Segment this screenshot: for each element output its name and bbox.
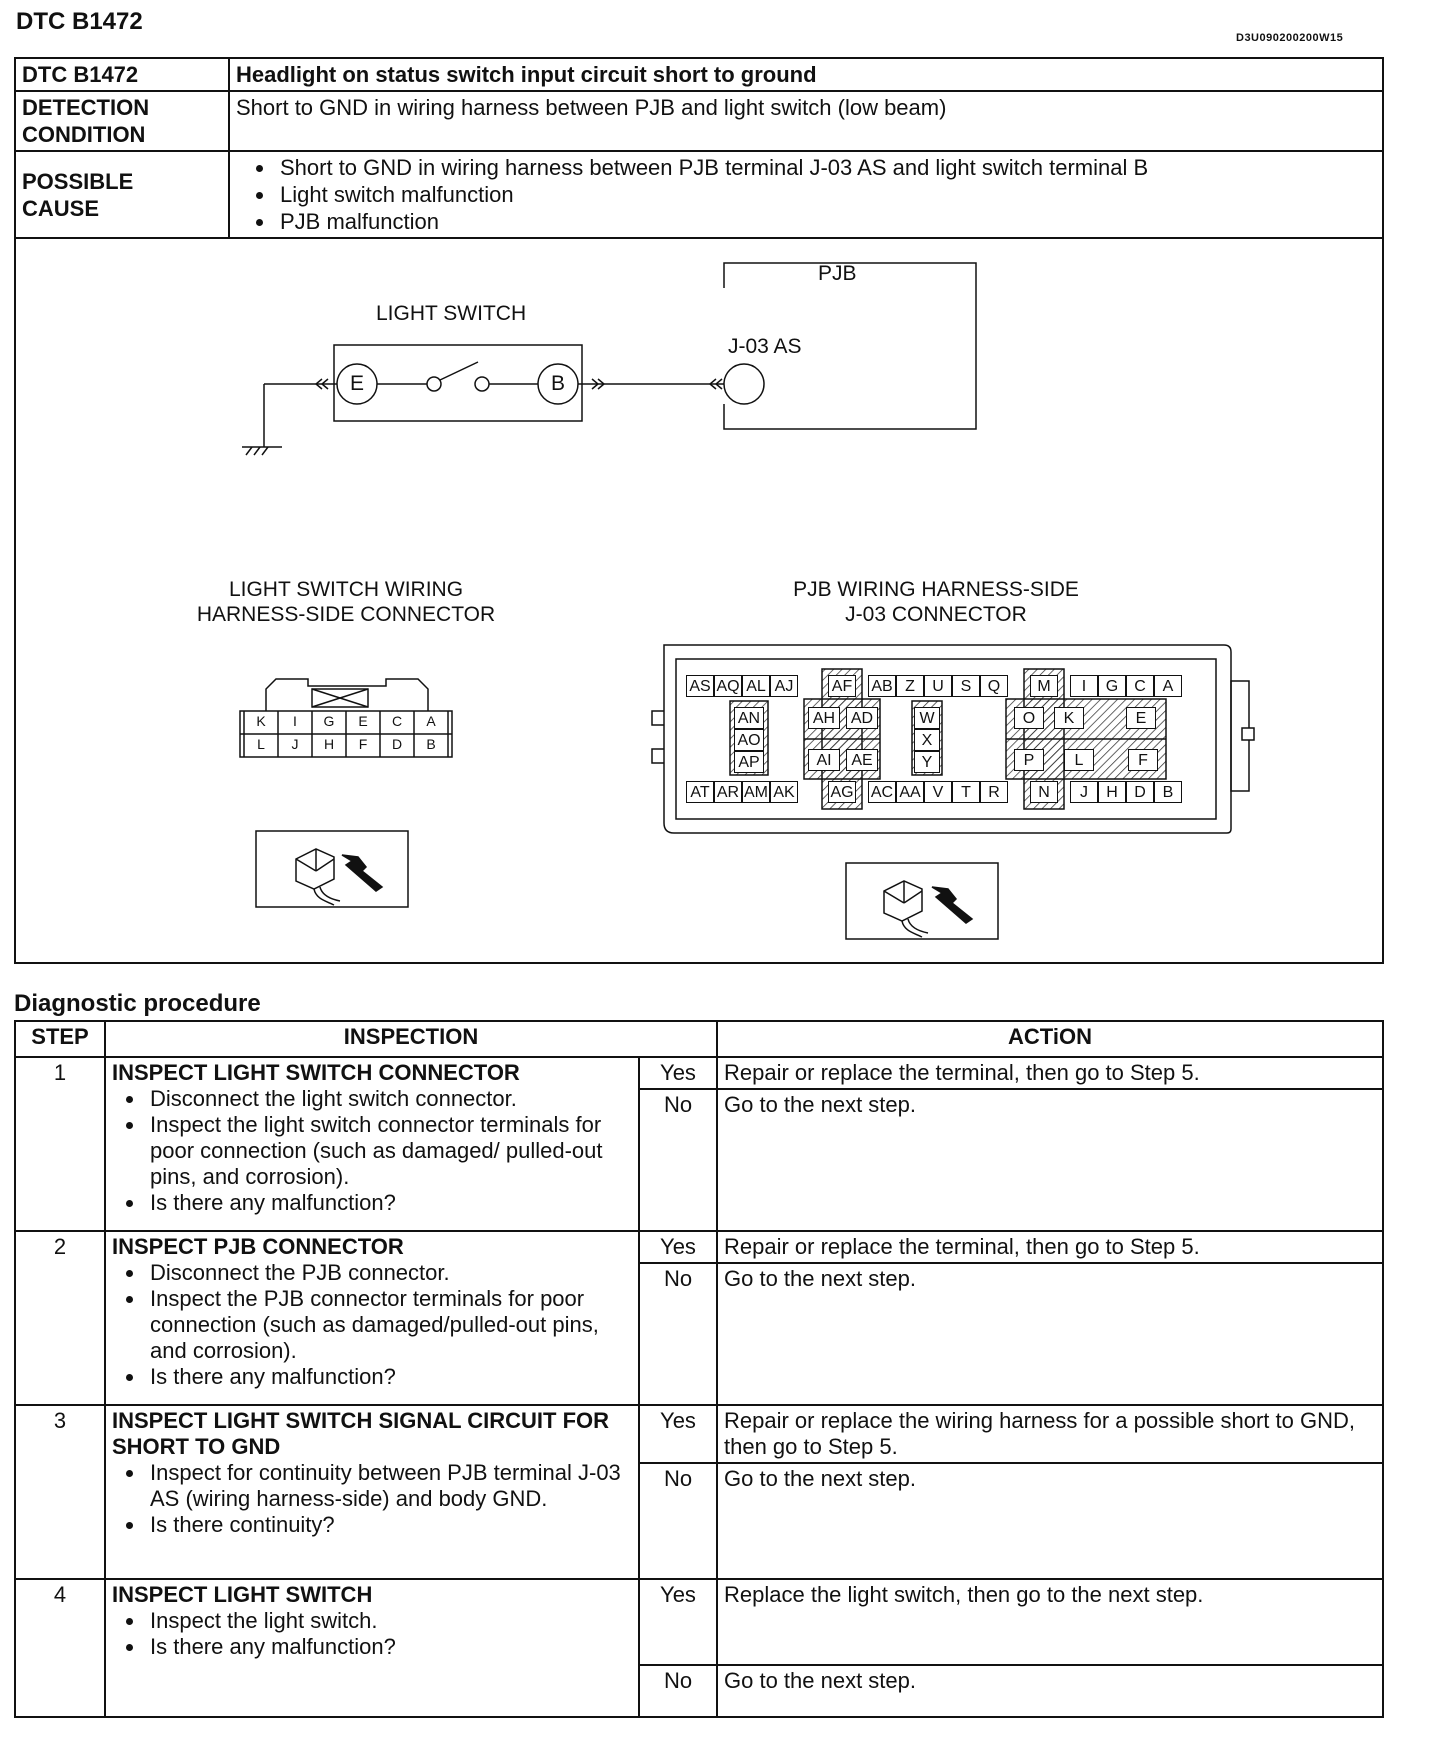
ls-pin: C [391, 713, 403, 729]
detection-row [15, 91, 1383, 151]
step-number: 1 [15, 1057, 105, 1231]
light-switch-label: LIGHT SWITCH [376, 302, 527, 325]
pjb-pin: V [924, 781, 952, 803]
step-title: INSPECT LIGHT SWITCH [112, 1582, 373, 1607]
pjb-pin: AE [846, 749, 878, 771]
pjb-pin: H [1098, 781, 1126, 803]
cause-item: • Short to GND in wiring harness between PJB terminal J-03 AS and light switch terminal B [276, 154, 1376, 181]
step-inspection [105, 1231, 639, 1405]
step-bullets [112, 1460, 632, 1538]
ls-connector-title-line2: HARNESS-SIDE CONNECTOR [196, 603, 496, 626]
cause-list [236, 154, 1376, 235]
ls-pin: I [293, 713, 297, 729]
ls-pin: J [291, 736, 299, 752]
no-label: No [639, 1263, 717, 1405]
step-row [15, 1231, 1383, 1263]
step-bullet: • Inspect the PJB connector terminals for poor connection (such as damaged/pulled-out pins, and corrosion). [146, 1286, 632, 1364]
pjb-pin: AT [686, 781, 714, 803]
step-title: INSPECT LIGHT SWITCH CONNECTOR [112, 1060, 520, 1085]
ls-pin: K [256, 713, 266, 729]
yes-label: Yes [639, 1405, 717, 1463]
pjb-pin: X [914, 729, 940, 751]
step-bullet: • Disconnect the light switch connector. [146, 1086, 632, 1112]
step-bullet: • Is there any malfunction? [146, 1634, 632, 1660]
yes-label: Yes [639, 1057, 717, 1089]
pjb-pin: AA [896, 781, 924, 803]
no-label: No [639, 1665, 717, 1717]
dtc-description: Headlight on status switch input circuit short to ground [229, 58, 1383, 91]
cause-list-cell [229, 151, 1383, 238]
pjb-pin: T [952, 781, 980, 803]
pjb-pin-layer [16, 239, 1382, 962]
cause-label-line2: CAUSE [22, 195, 100, 221]
j03-as-label: J-03 AS [728, 335, 802, 358]
procedure-table [14, 1020, 1384, 1718]
pjb-pin: F [1128, 749, 1158, 771]
ls-pin: B [426, 736, 436, 752]
pjb-pin: R [980, 781, 1008, 803]
step-bullet: • Is there continuity? [146, 1512, 632, 1538]
cause-label [15, 151, 229, 238]
ls-connector-title-line1: LIGHT SWITCH WIRING [228, 578, 464, 601]
pjb-pin: AD [846, 707, 878, 729]
pjb-pin: K [1054, 707, 1084, 729]
pjb-label: PJB [818, 262, 857, 285]
step-number: 3 [15, 1405, 105, 1579]
wiring-diagram [14, 239, 1384, 964]
pjb-connector-title-line1: PJB WIRING HARNESS-SIDE [793, 578, 1079, 601]
pjb-pin: AP [734, 751, 764, 773]
page-title: DTC B1472 [16, 8, 143, 35]
pjb-pin: AG [828, 781, 856, 803]
no-label: No [639, 1463, 717, 1579]
pjb-pin: AS [686, 675, 714, 697]
ls-pin: H [323, 736, 335, 752]
cause-row [15, 151, 1383, 238]
pjb-pin: U [924, 675, 952, 697]
step-number: 4 [15, 1579, 105, 1717]
pjb-pin: J [1070, 781, 1098, 803]
detection-label-line1: DETECTION [22, 95, 150, 120]
cause-label-line1: POSSIBLE [22, 168, 134, 194]
step-bullet: • Disconnect the PJB connector. [146, 1260, 632, 1286]
ls-pin: L [257, 736, 265, 752]
no-label: No [639, 1089, 717, 1231]
ls-pin: D [391, 736, 403, 752]
pjb-pin: AK [770, 781, 798, 803]
step-row [15, 1057, 1383, 1089]
step-number: 2 [15, 1231, 105, 1405]
pjb-connector-title-line2: J-03 CONNECTOR [845, 603, 1027, 626]
pjb-pin: C [1126, 675, 1154, 697]
pjb-pin: G [1098, 675, 1126, 697]
col-step: STEP [15, 1021, 105, 1057]
pjb-pin: AM [742, 781, 770, 803]
step-inspection [105, 1057, 639, 1231]
pjb-pin: A [1154, 675, 1182, 697]
detection-label-line2: CONDITION [22, 122, 146, 147]
step-bullet: • Is there any malfunction? [146, 1190, 632, 1216]
pjb-pin: N [1030, 781, 1058, 803]
no-action: Go to the next step. [717, 1089, 1383, 1231]
pjb-pin: Q [980, 675, 1008, 697]
pjb-pin: AF [828, 675, 856, 697]
detection-value: Short to GND in wiring harness between PJB and light switch (low beam) [229, 91, 1383, 151]
terminal-e-label: E [349, 372, 364, 395]
col-action: ACTiON [717, 1021, 1383, 1057]
yes-action: Repair or replace the terminal, then go to Step 5. [717, 1057, 1383, 1089]
ls-pin: A [426, 713, 436, 729]
no-action: Go to the next step. [717, 1665, 1383, 1717]
dtc-row [15, 58, 1383, 91]
step-row [15, 1405, 1383, 1463]
pjb-pin: AQ [714, 675, 742, 697]
procedure-heading: Diagnostic procedure [14, 990, 261, 1017]
pjb-pin: S [952, 675, 980, 697]
pjb-pin: Y [914, 751, 940, 773]
pjb-pin: W [914, 707, 940, 729]
step-bullet: • Inspect the light switch connector terminals for poor connection (such as damaged/ pulled-out pins, and corrosion). [146, 1112, 632, 1190]
pjb-pin: B [1154, 781, 1182, 803]
yes-action: Repair or replace the terminal, then go to Step 5. [717, 1231, 1383, 1263]
step-bullet: • Inspect for continuity between PJB terminal J-03 AS (wiring harness-side) and body GND. [146, 1460, 632, 1512]
yes-label: Yes [639, 1579, 717, 1665]
dtc-info-table [14, 57, 1384, 239]
no-action: Go to the next step. [717, 1463, 1383, 1579]
step-bullets [112, 1086, 632, 1216]
pjb-pin: AL [742, 675, 770, 697]
pjb-pin: AI [808, 749, 840, 771]
pjb-pin: AO [734, 729, 764, 751]
pjb-pin: L [1064, 749, 1094, 771]
pjb-pin: AC [868, 781, 896, 803]
step-bullet: • Is there any malfunction? [146, 1364, 632, 1390]
pjb-pin: P [1014, 749, 1044, 771]
no-action: Go to the next step. [717, 1263, 1383, 1405]
pjb-pin: AB [868, 675, 896, 697]
pjb-pin: AH [808, 707, 840, 729]
pjb-pin: AN [734, 707, 764, 729]
pjb-pin: O [1014, 707, 1044, 729]
pjb-pin: AR [714, 781, 742, 803]
detection-label [15, 91, 229, 151]
step-bullets [112, 1608, 632, 1660]
ls-pin: F [358, 736, 368, 752]
pjb-pin: D [1126, 781, 1154, 803]
yes-action: Repair or replace the wiring harness for a possible short to GND, then go to Step 5. [717, 1405, 1383, 1463]
doc-code: D3U090200200W15 [1236, 32, 1344, 44]
pjb-pin: E [1126, 707, 1156, 729]
terminal-b-label: B [550, 372, 565, 395]
step-bullets [112, 1260, 632, 1390]
col-inspection: INSPECTION [105, 1021, 717, 1057]
step-title: INSPECT LIGHT SWITCH SIGNAL CIRCUIT FOR SHORT TO GND [112, 1408, 610, 1459]
ls-pin: E [358, 713, 368, 729]
step-row [15, 1579, 1383, 1665]
dtc-label: DTC B1472 [15, 58, 229, 91]
step-inspection [105, 1579, 639, 1717]
pjb-pin: AJ [770, 675, 798, 697]
ls-pin: G [323, 713, 335, 729]
step-bullet: • Inspect the light switch. [146, 1608, 632, 1634]
step-title: INSPECT PJB CONNECTOR [112, 1234, 404, 1259]
step-inspection [105, 1405, 639, 1579]
cause-item: • PJB malfunction [276, 208, 1376, 235]
pjb-pin: M [1030, 675, 1058, 697]
yes-action: Replace the light switch, then go to the next step. [717, 1579, 1383, 1665]
pjb-pin: Z [896, 675, 924, 697]
procedure-header-row [15, 1021, 1383, 1057]
pjb-pin: I [1070, 675, 1098, 697]
cause-item: • Light switch malfunction [276, 181, 1376, 208]
yes-label: Yes [639, 1231, 717, 1263]
